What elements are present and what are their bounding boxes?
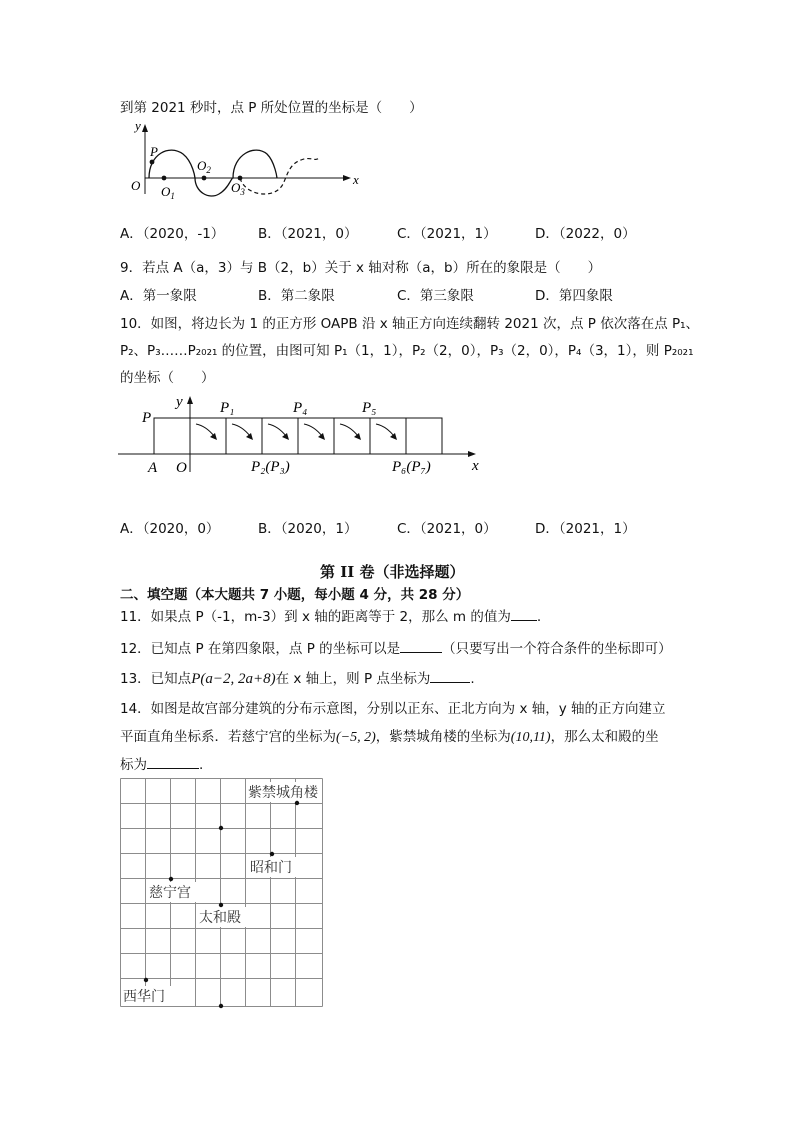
q10-figure [118,392,488,482]
q14-coord-jiaolou: (10,11) [510,730,551,745]
q10-p5-label: P₅ [362,400,377,416]
section-title: 第 II 卷（非选择题） [320,563,465,581]
q9-option-d[interactable]: D．第四象限 [535,288,613,304]
q14-end: . [199,757,204,773]
q8-x-label: x [353,172,359,187]
q10-p4-label: P₄ [293,400,308,416]
map-label-taihedian: 太和殿 [199,910,241,926]
q11 [120,605,541,625]
q13-mid: 在 x 轴上，则 P 点坐标为 [275,671,431,687]
map-dot-upper [219,826,223,830]
q13-expr: P(a−2, 2a+8) [191,671,276,687]
q11-text: 11．如果点 P（-1，m-3）到 x 轴的距离等于 2，那么 m 的值为 [120,609,511,625]
q8-p-label: P [150,144,158,159]
q10-line2: P₂、P₃……P₂₀₂₁ 的位置，由图可知 P₁（1，1），P₂（2，0），P₃（2，0），P₄（3，1），则 P₂₀₂₁ [120,343,694,359]
q10-p1-label: P₁ [220,400,235,416]
map-dot-xihuamen [144,978,148,982]
q10-p6p7-label: P₆(P₇) [392,459,431,475]
q14-line3-text: 标为 [120,757,147,773]
q10-p2p3-label: P₂(P₃) [251,459,290,475]
map-dot-bottom [219,1004,223,1008]
q8-option-c[interactable]: C．（2021，1） [397,226,497,242]
q12 [120,637,672,657]
q8-o2-label: $O_2$ [197,158,211,175]
q8-option-d[interactable]: D．（2022，0） [535,226,636,242]
q14-line2b: ，紫禁城角楼的坐标为 [375,729,511,745]
q8-figure [115,118,365,200]
q12-post: （只要写出一个符合条件的坐标即可） [442,641,672,657]
q12-pre: 12．已知点 P 在第四象限，点 P 的坐标可以是 [120,641,401,657]
q14-coord-cining: (−5, 2) [336,730,376,745]
q10-line1: 10．如图，将边长为 1 的正方形 OAPB 沿 x 轴正方向连续翻转 2021 次，点 P 依次落在点 P₁、 [120,316,700,332]
q10-option-b[interactable]: B．（2020，1） [258,521,358,537]
q10-a-label: A [148,460,158,476]
q14-map [120,778,326,1010]
q10-option-a[interactable]: A．（2020，0） [120,521,220,537]
q10-y-label: y [176,394,183,410]
q8-o-label: O [131,178,141,193]
q9-stem: 9．若点 A（a，3）与 B（2，b）关于 x 轴对称（a，b）所在的象限是（ ） [120,260,602,276]
map-label-jiaolou: 紫禁城角楼 [248,785,318,801]
q8-o3-label: $O_3$ [231,180,245,197]
q13-end: . [470,671,475,687]
q8-o1-label: $O_1$ [161,184,175,200]
map-dot-jiaolou [295,801,299,805]
section-heading: 二、填空题（本大题共 7 小题，每小题 4 分，共 28 分） [120,587,470,603]
q8-y-label: y [135,118,141,133]
map-dot-zhaohemen [270,852,274,856]
q9-option-c[interactable]: C．第三象限 [397,288,474,304]
q8-stem: 到第 2021 秒时，点 P 所处位置的坐标是（ ） [120,100,423,116]
q14-line3 [120,753,203,773]
q11-blank[interactable] [511,608,537,621]
q14-line2 [120,725,659,746]
map-label-cininggong: 慈宁宫 [149,885,191,901]
q12-blank[interactable] [400,640,442,653]
q14-line2c: ，那么太和殿的坐 [550,729,659,745]
q10-o-label: O [176,460,187,476]
q8-option-a[interactable]: A．（2020，-1） [120,226,225,242]
q13 [120,667,475,688]
q9-option-b[interactable]: B．第二象限 [258,288,335,304]
q9-option-a[interactable]: A．第一象限 [120,288,197,304]
q11-end: . [536,609,542,625]
q14-line1: 14．如图是故宫部分建筑的分布示意图，分别以正东、正北方向为 x 轴，y 轴的正方向建立 [120,701,666,717]
q10-p-label: P [142,410,152,426]
q14-line2a: 平面直角坐标系．若慈宁宫的坐标为 [120,729,336,745]
map-dot-cininggong [169,877,173,881]
q13-pre: 13．已知点 [120,671,192,687]
q8-option-b[interactable]: B．（2021，0） [258,226,358,242]
q10-line3: 的坐标（ ） [120,370,215,386]
q10-x-label: x [472,458,479,474]
map-dot-taihedian [219,903,223,907]
map-label-xihuamen: 西华门 [123,989,165,1005]
map-label-zhaohemen: 昭和门 [250,860,292,876]
q13-blank[interactable] [430,670,470,683]
q10-option-d[interactable]: D．（2021，1） [535,521,636,537]
q14-blank[interactable] [147,756,199,769]
q10-option-c[interactable]: C．（2021，0） [397,521,497,537]
